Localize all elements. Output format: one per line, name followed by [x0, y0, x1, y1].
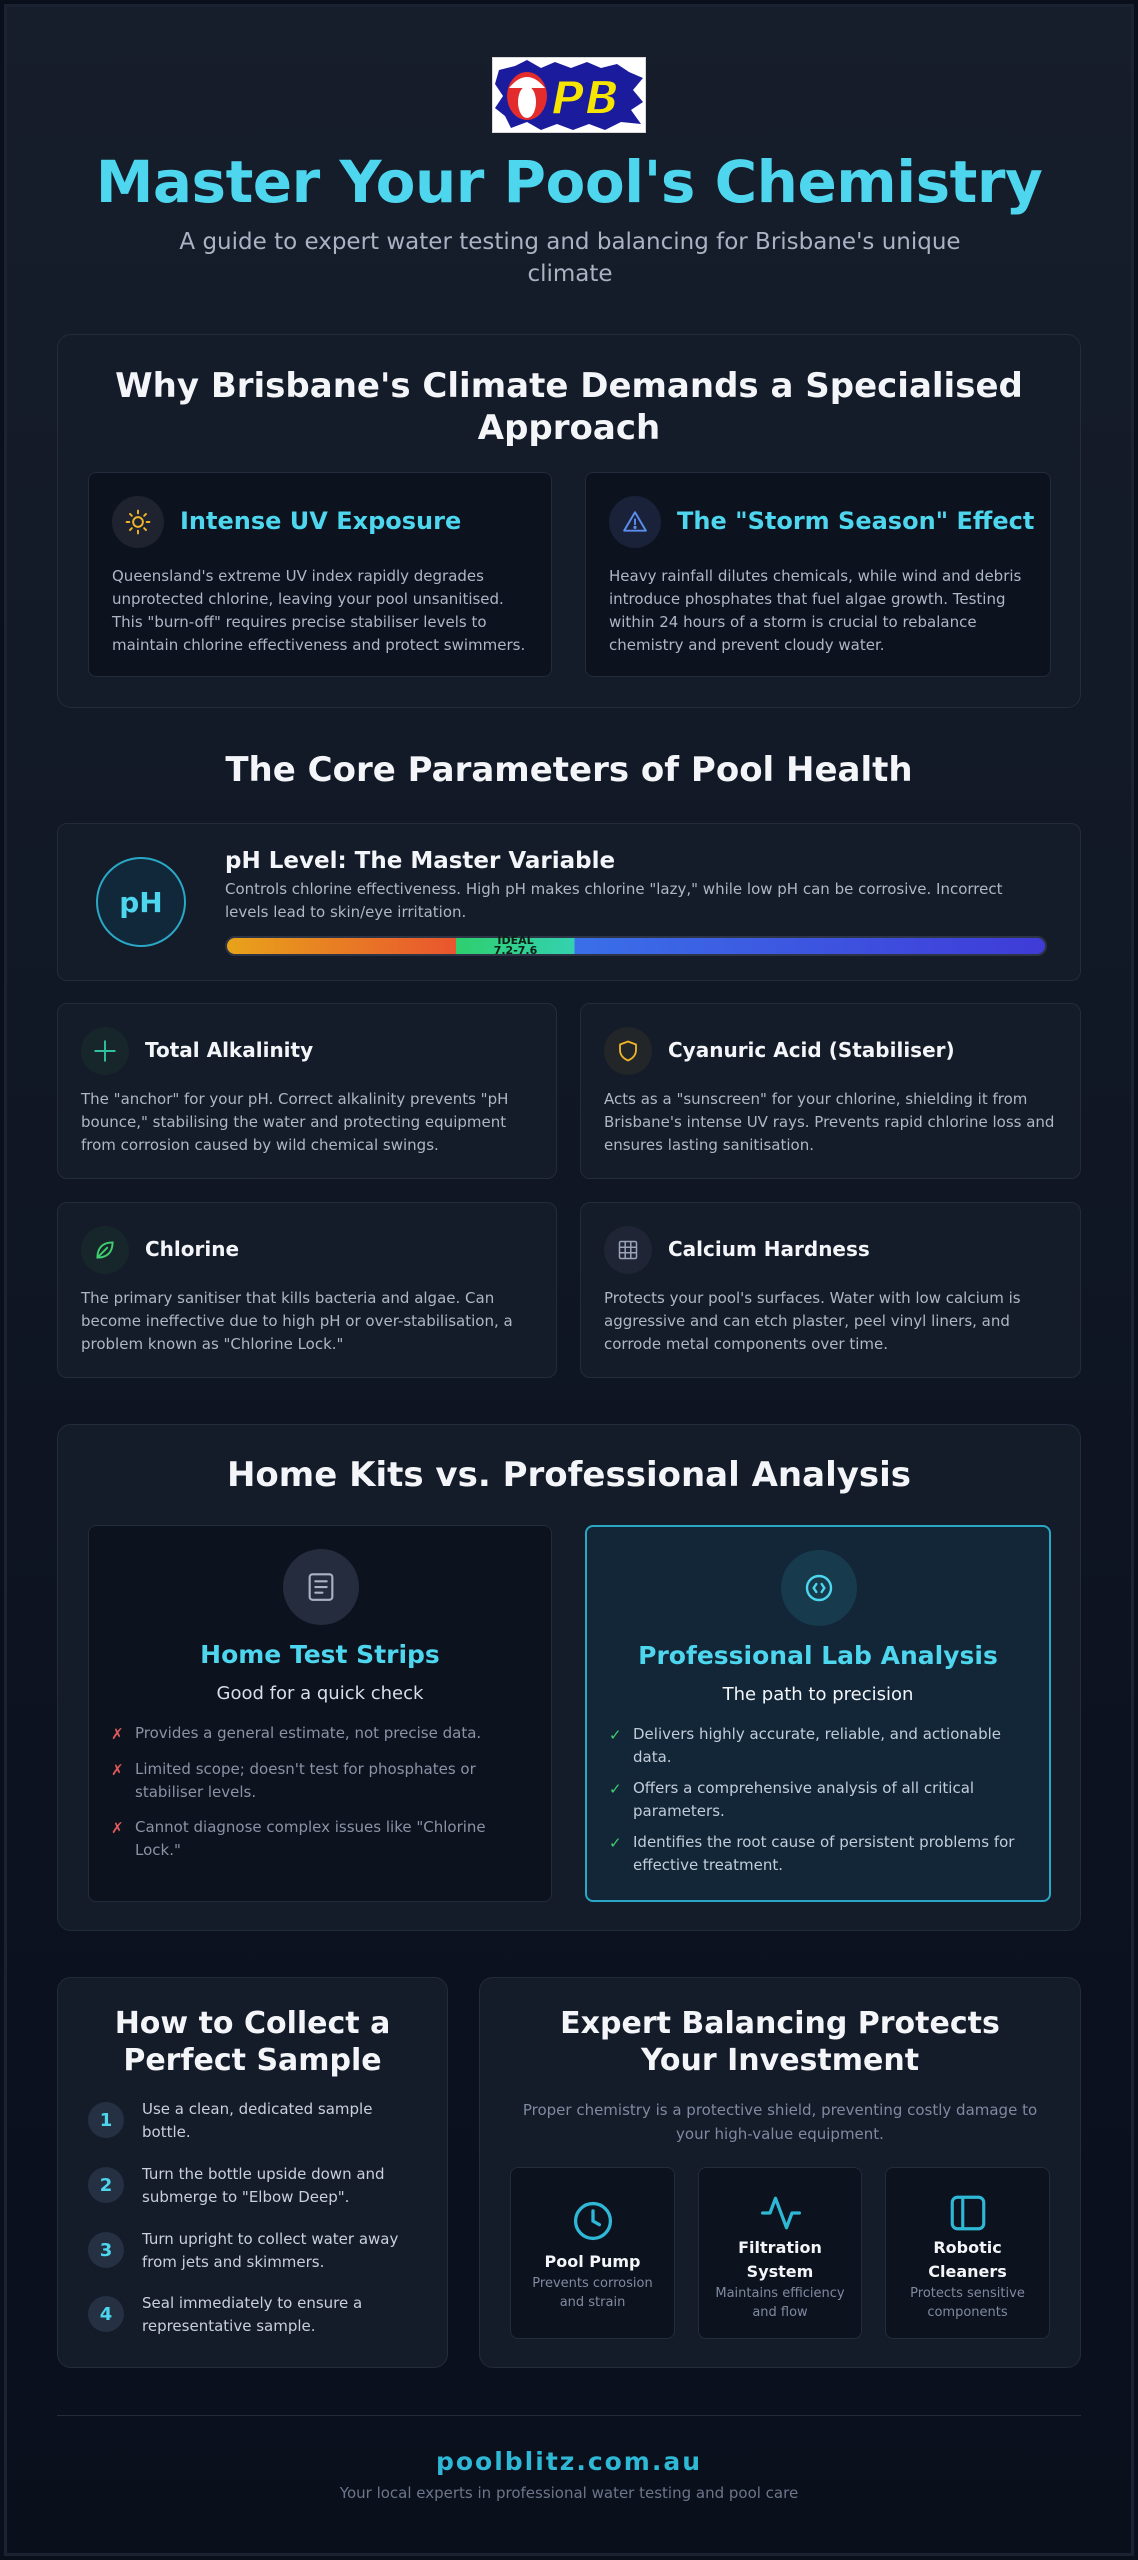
step-text: Turn upright to collect water away from jets and skimmers. — [142, 2230, 399, 2271]
investment-section — [479, 1977, 1081, 2368]
plus-icon — [81, 1027, 129, 1075]
climate-card-title: Intense UV Exposure — [180, 507, 462, 535]
step-text: Seal immediately to ensure a representative sample. — [142, 2294, 363, 2335]
home-kit-item — [111, 1758, 521, 1804]
home-kit-title: Home Test Strips — [200, 1640, 440, 1669]
footer-domain[interactable]: poolblitz.com.au — [435, 2447, 703, 2476]
compare-heading: Home Kits vs. Professional Analysis — [226, 1455, 912, 1495]
param-title: Total Alkalinity — [145, 1038, 314, 1062]
equipment-desc: Protects sensitive components — [910, 2286, 1025, 2320]
chlorine-icon — [81, 1226, 129, 1274]
pro-lab-card — [585, 1525, 1051, 1902]
page-title: Master Your Pool's Chemistry — [95, 148, 1043, 216]
cross-icon: ✗ — [111, 1761, 124, 1779]
equipment-card — [698, 2167, 862, 2339]
param-title: Chlorine — [145, 1237, 240, 1261]
home-kit-item — [111, 1722, 521, 1745]
home-kit-item-text: Cannot diagnose complex issues like "Chlorine Lock." — [135, 1818, 486, 1859]
climate-section — [57, 334, 1081, 708]
step-text: Use a clean, dedicated sample bottle. — [142, 2100, 373, 2141]
param-text: The primary sanitiser that kills bacteria and algae. Can become ineffective due to high pH or over-stabilisation, a problem known as "Chlorine Lock." — [81, 1289, 513, 1353]
param-text: Protects your pool's surfaces. Water with low calcium is aggressive and can etch plaster, peel vinyl liners, and corrode metal components over time. — [604, 1289, 1021, 1353]
param-card-alkalinity — [57, 1003, 557, 1179]
ph-badge-label: pH — [119, 885, 163, 919]
sun-icon — [112, 496, 164, 548]
core-heading: The Core Parameters of Pool Health — [225, 750, 913, 790]
climate-card-text: Heavy rainfall dilutes chemicals, while wind and debris introduce phosphates that fuel algae growth. Testing within 24 hours of a storm is crucial to rebalance chemistry and prevent cloudy water. — [609, 567, 1022, 654]
equipment-desc: Prevents corrosion and strain — [532, 2276, 653, 2310]
logo — [492, 57, 646, 133]
equipment-title: Pool Pump — [544, 2252, 641, 2271]
page-subtitle: A guide to expert water testing and balancing for Brisbane's unique climate — [179, 229, 961, 287]
pro-lab-item-text: Identifies the root cause of persistent problems for effective treatment. — [633, 1833, 1015, 1874]
pro-lab-subtitle: The path to precision — [722, 1684, 914, 1705]
climate-heading: Why Brisbane's Climate Demands a Specialised Approach — [115, 366, 1023, 448]
logo-mark: PB — [551, 71, 620, 125]
pro-lab-item-text: Delivers highly accurate, reliable, and actionable data. — [633, 1725, 1001, 1766]
footer-tagline: Your local experts in professional water testing and pool care — [339, 2484, 799, 2502]
home-kit-item — [111, 1816, 521, 1862]
lab-icon — [781, 1550, 857, 1626]
home-kit-item-text: Provides a general estimate, not precise data. — [135, 1724, 482, 1742]
home-kit-item-text: Limited scope; doesn't test for phosphates or stabiliser levels. — [135, 1760, 476, 1801]
param-card-cyanuric — [580, 1003, 1081, 1179]
footer-divider — [57, 2415, 1081, 2416]
check-icon: ✓ — [609, 1726, 622, 1744]
cross-icon: ✗ — [111, 1725, 124, 1743]
pro-lab-item — [609, 1777, 1019, 1823]
cross-icon: ✗ — [111, 1819, 124, 1837]
param-text: Acts as a "sunscreen" for your chlorine, shielding it from Brisbane's intense UV rays. Prevents rapid chlorine loss and ensures lasting sanitisation. — [604, 1090, 1055, 1154]
step-number: 1 — [88, 2102, 124, 2138]
equipment-title: Robotic Cleaners — [928, 2238, 1007, 2281]
climate-card-uv — [88, 472, 552, 677]
step-number: 4 — [88, 2296, 124, 2332]
param-text: The "anchor" for your pH. Correct alkalinity prevents "pH bounce," stabilising the water and protecting equipment from corrosion caused by wild chemical swings. — [81, 1090, 509, 1154]
equipment-card — [510, 2167, 675, 2339]
home-kit-subtitle: Good for a quick check — [216, 1683, 424, 1704]
pro-lab-item — [609, 1831, 1019, 1877]
shield-icon — [604, 1027, 652, 1075]
ph-text: Controls chlorine effectiveness. High pH makes chlorine "lazy," while low pH can be corrosive. Incorrect levels lead to skin/eye irritation. — [225, 880, 1003, 921]
param-card-chlorine — [57, 1202, 557, 1378]
investment-intro: Proper chemistry is a protective shield, preventing costly damage to your high-value equipment. — [522, 2101, 1038, 2143]
home-kit-card — [88, 1525, 552, 1902]
step-number: 2 — [88, 2167, 124, 2203]
param-card-calcium — [580, 1202, 1081, 1378]
ph-card — [57, 823, 1081, 981]
ph-badge — [96, 857, 186, 947]
sample-section — [57, 1977, 448, 2368]
grid-icon — [604, 1226, 652, 1274]
climate-card-title: The "Storm Season" Effect — [677, 507, 1035, 535]
step-text: Turn the bottle upside down and submerge to "Elbow Deep". — [142, 2165, 385, 2206]
ph-ideal-range: 7.2-7.6 — [493, 944, 538, 957]
pro-lab-title: Professional Lab Analysis — [638, 1641, 998, 1670]
equipment-title: Filtration System — [738, 2238, 822, 2281]
pulse-icon — [754, 2186, 808, 2240]
document-icon — [283, 1549, 359, 1625]
warning-triangle-icon — [609, 496, 661, 548]
climate-card-text: Queensland's extreme UV index rapidly degrades unprotected chlorine, leaving your pool unsanitised. This "burn-off" requires precise stabiliser levels to maintain chlorine effectiveness and protect swimmers. — [112, 567, 526, 654]
compare-section — [57, 1424, 1081, 1931]
param-title: Calcium Hardness — [668, 1237, 870, 1261]
check-icon: ✓ — [609, 1780, 622, 1798]
equipment-card — [885, 2167, 1050, 2339]
equipment-desc: Maintains efficiency and flow — [715, 2286, 845, 2320]
ph-scale-bar — [225, 936, 1047, 956]
ph-title: pH Level: The Master Variable — [225, 848, 616, 874]
pro-lab-item — [609, 1723, 1019, 1769]
robot-icon — [941, 2186, 995, 2240]
ph-ideal-label: IDEAL — [497, 934, 534, 947]
sample-heading: How to Collect a Perfect Sample — [114, 2006, 391, 2078]
check-icon: ✓ — [609, 1834, 622, 1852]
ph-ideal-zone — [456, 936, 575, 956]
climate-card-storm — [585, 472, 1051, 677]
investment-heading: Expert Balancing Protects Your Investment — [560, 2006, 1000, 2078]
clock-icon — [566, 2194, 620, 2248]
param-title: Cyanuric Acid (Stabiliser) — [668, 1038, 955, 1062]
step-number: 3 — [88, 2232, 124, 2268]
pro-lab-item-text: Offers a comprehensive analysis of all critical parameters. — [633, 1779, 975, 1820]
